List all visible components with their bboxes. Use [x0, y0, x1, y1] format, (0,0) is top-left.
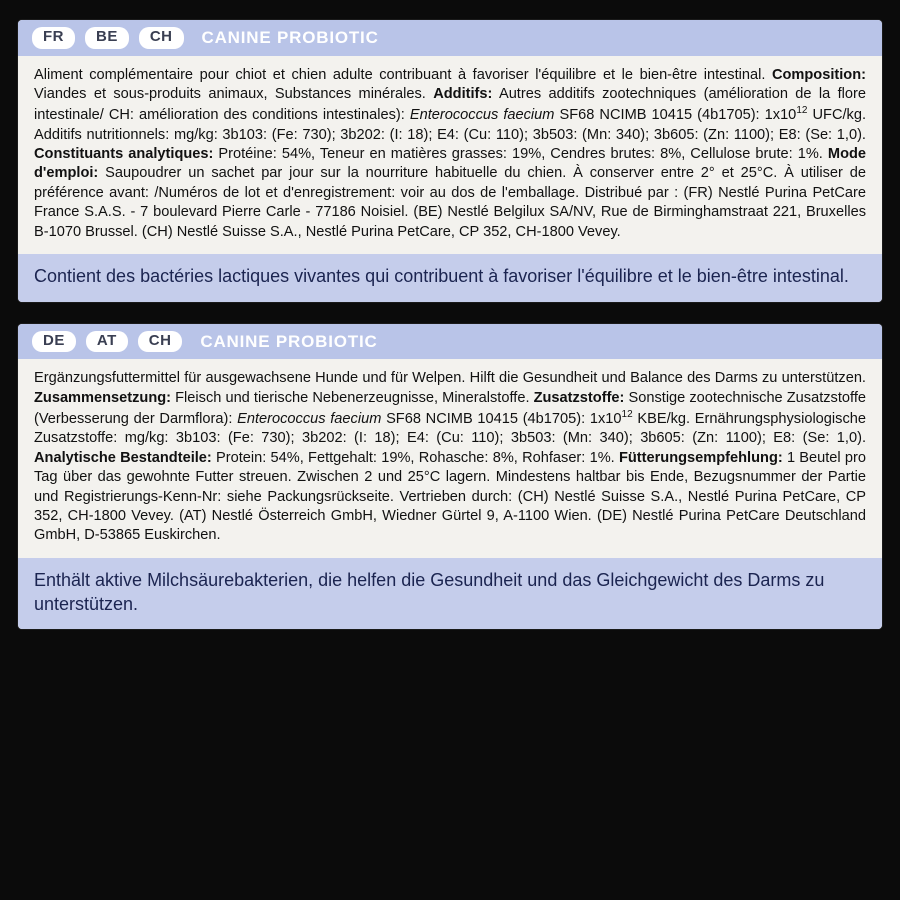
panel-header-fr [18, 20, 882, 56]
ingredients-text-fr: Aliment complémentaire pour chiot et chien adulte contribuant à favoriser l'équilibre et le bien-être intestinal. Composition: Viandes et sous-produits animaux, Substances minérales. Additifs: Autres additifs zootechniques (amélioration de la flore intestinale/ CH: amélioration des conditions intestinales): Enterococcus faecium SF68 NCIMB 10415 (4b1705): $1x10^{12}$ UFC/kg. Additifs nutritionnels: mg/kg: 3b103: (Fe: 730); 3b202: (I: 18); E4: (Cu: 110); 3b503: (Mn: 340); 3b605: (Zn: 1100); E8: (Se: 1,0). Constituants analytiques: Protéine: 54%, Teneur en matières grasses: 19%, Cendres brutes: 8%, Cellulose brute: 1%. Mode d'emploi: Saupoudrer un sachet par jour sur la nourriture habituelle du chien. À conserver entre 2° et 25°C. À utiliser de préférence avant: /Numéros de lot et d'enregistrement: voir au dos de l'emballage. Distribué par : (FR) Nestlé Purina PetCare France S.A.S. - 7 boulevard Pierre Carle - 77186 Noisiel. (BE) Nestlé Belgilux SA/NV, Rue de Birminghamstraat 221, Bruxelles B-1070 Brussel. (CH) Nestlé Suisse S.A., Nestlé Purina PetCare, CP 352, CH-1800 Vevey. [18, 56, 882, 255]
language-panel-fr [18, 20, 882, 302]
panel-header-de [18, 324, 882, 360]
country-chip-fr: FR [32, 27, 75, 49]
health-claim-fr: Contient des bactéries lactiques vivantes qui contribuent à favoriser l'équilibre et le bien-être intestinal. [18, 254, 882, 302]
language-panel-de [18, 324, 882, 630]
country-chip-at: AT [86, 331, 128, 353]
country-chip-de: DE [32, 331, 76, 353]
ingredients-text-de: Ergänzungsfuttermittel für ausgewachsene Hunde und für Welpen. Hilft die Gesundheit und Balance des Darms zu unterstützen. Zusammensetzung: Fleisch und tierische Nebenerzeugnisse, Mineralstoffe. Zusatzstoffe: Sonstige zootechnische Zusatzstoffe (Verbesserung der Darmflora): Enterococcus faecium SF68 NCIMB 10415 (4b1705): $1x10^{12}$ KBE/kg. Ernährungsphysiologische Zusatzstoffe: mg/kg: 3b103: (Fe: 730); 3b202: (I: 18); E4: (Cu: 110); 3b503: (Mn: 340); 3b605: (Zn: 1100); E8: (Se: 1,0). Analytische Bestandteile: Protein: 54%, Fettgehalt: 19%, Rohasche: 8%, Rohfaser: 1%. Fütterungsempfehlung: 1 Beutel pro Tag über das gewohnte Futter streuen. Zwischen 2 und 25°C lagern. Mindestens haltbar bis Ende, Bezugsnummer der Partie und Registrierungs-Kenn-Nr: siehe Packungsrückseite. Vertrieben durch: (CH) Nestlé Suisse S.A., Nestlé Purina PetCare, CP 352, CH-1800 Vevey. (AT) Nestlé Österreich GmbH, Wiedner Gürtel 9, A-1100 Wien. (DE) Nestlé Purina PetCare Deutschland GmbH, D-53865 Euskirchen. [18, 359, 882, 558]
country-chip-be: BE [85, 27, 129, 49]
health-claim-de: Enthält aktive Milchsäurebakterien, die helfen die Gesundheit und das Gleichgewicht des Darms zu unterstützen. [18, 558, 882, 630]
product-title-fr: CANINE PROBIOTIC [201, 27, 379, 47]
product-title-de: CANINE PROBIOTIC [200, 331, 378, 351]
country-chip-ch: CH [139, 27, 184, 49]
country-chip-ch-de: CH [138, 331, 183, 353]
